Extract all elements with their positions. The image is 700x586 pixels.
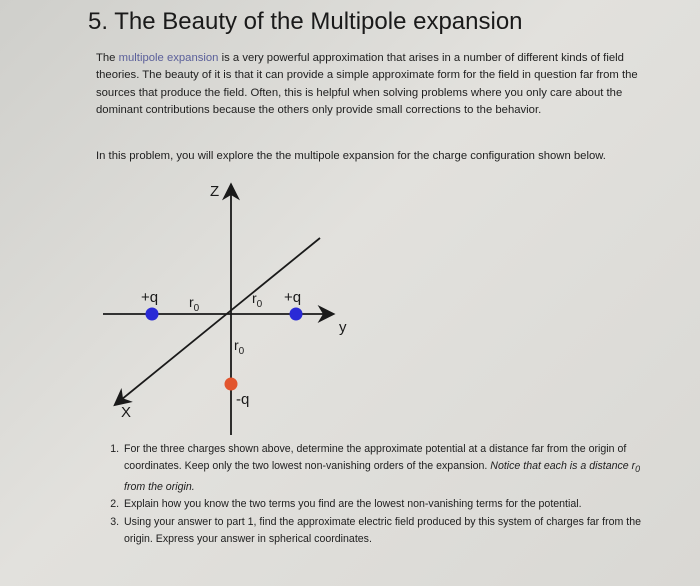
positive-charge-left <box>146 308 159 321</box>
charge-right-label: +q <box>284 289 302 306</box>
question-item: 1. For the three charges shown above, determine the approximate potential at a distance far from the origin of coordinates. Keep only the two lowest non-vanishing orders of the expansion. Notice that each is a distance $r_0$ from the origin. <box>122 441 652 496</box>
charge-left-label: +q <box>141 289 159 306</box>
intro-text: The <box>96 52 119 64</box>
question-item: 2. Explain how you know the two terms you find are the lowest non-vanishing terms for the potential. <box>122 496 652 513</box>
negative-charge-bottom <box>225 378 238 391</box>
distance-label-right: $r_0$ <box>252 290 263 310</box>
distance-label-bottom: $r_0$ <box>234 337 245 357</box>
question-item: 3. Using your answer to part 1, find the approximate electric field produced by this system of charges far from the origin. Express your answer in spherical coordinates. <box>122 514 652 549</box>
y-axis-label: y <box>339 319 347 336</box>
distance-label-left: $r_0$ <box>189 294 200 314</box>
z-axis-label: Z <box>210 183 220 200</box>
question-list <box>96 441 652 549</box>
multipole-expansion-link[interactable]: multipole expansion <box>118 52 219 64</box>
x-axis <box>116 238 320 404</box>
positive-charge-right <box>290 308 303 321</box>
intro-text-rest: is a very powerful approximation that arises in a number of different kinds of field theories. The beauty of it is that it can provide a simple approximate form for the field in question far from the sources that produce the field. Often, this is helpful when solving problems where you only care about the dominant contributions because the others only provide small corrections to the behavior. <box>96 52 638 116</box>
problem-intro: In this problem, you will explore the the multipole expansion for the charge configuration shown below. <box>96 150 606 162</box>
page-title: 5. The Beauty of the Multipole expansion <box>88 8 523 35</box>
charge-bottom-label: -q <box>236 391 250 408</box>
x-axis-label: X <box>121 404 132 421</box>
